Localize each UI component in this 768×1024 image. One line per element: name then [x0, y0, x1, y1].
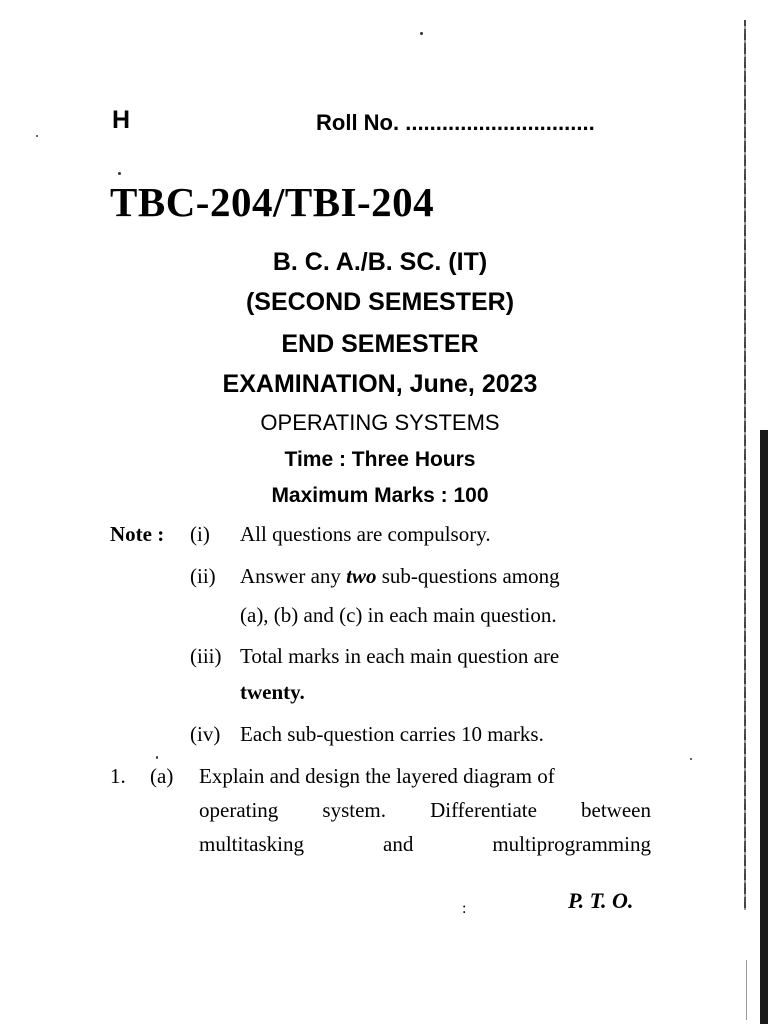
question-word: between	[581, 798, 651, 822]
scan-edge-line-lower	[746, 960, 747, 1020]
note-item-text: Each sub-question carries 10 marks.	[240, 722, 544, 746]
set-letter: H	[112, 106, 131, 134]
question-word: and	[383, 832, 414, 856]
program-title: B. C. A./B. SC. (IT)	[272, 248, 488, 276]
paper-code: TBC-204/TBI-204	[110, 179, 435, 225]
note-item-number: (i)	[190, 522, 210, 546]
exam-session-title: EXAMINATION, June, 2023	[222, 370, 538, 398]
question-text-justified	[199, 832, 651, 857]
scan-speck	[420, 32, 423, 35]
scan-edge-line	[744, 20, 746, 910]
footer-dots: :	[462, 900, 467, 917]
question-word: multiprogramming	[492, 832, 651, 856]
note-item-text: (a), (b) and (c) in each main question.	[240, 603, 557, 627]
note-item-text: Answer any two sub-questions among	[240, 564, 560, 588]
question-word: system.	[322, 798, 386, 822]
note-item-number: (iv)	[190, 722, 221, 746]
scan-speck	[156, 756, 158, 759]
scan-speck	[690, 758, 692, 760]
question-text: Explain and design the layered diagram of	[199, 764, 555, 788]
note-item-number: (iii)	[190, 644, 222, 668]
sub-question-label: (a)	[150, 764, 174, 788]
emphasis-word: two	[346, 564, 377, 588]
semester-title: (SECOND SEMESTER)	[245, 288, 515, 316]
note-item-text-emphasis: twenty.	[240, 680, 305, 704]
question-word: multitasking	[199, 832, 304, 856]
note-item-text: All questions are compulsory.	[240, 522, 491, 546]
roll-number-field: Roll No. ...............................	[316, 110, 595, 135]
question-word: Differentiate	[430, 798, 537, 822]
exam-type-title: END SEMESTER	[281, 330, 479, 358]
scan-edge-shadow	[760, 430, 768, 1024]
question-text-justified	[199, 798, 651, 823]
subject-title: OPERATING SYSTEMS	[260, 410, 500, 435]
note-item-number: (ii)	[190, 564, 216, 588]
question-word: operating	[199, 798, 279, 822]
note-label: Note :	[110, 522, 165, 546]
maximum-marks: Maximum Marks : 100	[271, 484, 489, 507]
note-item-text: Total marks in each main question are	[240, 644, 560, 668]
please-turn-over: P. T. O.	[568, 888, 634, 913]
scan-speck	[118, 172, 121, 175]
time-allowed: Time : Three Hours	[284, 448, 476, 471]
question-number: 1.	[110, 764, 126, 788]
scan-speck	[36, 135, 38, 137]
